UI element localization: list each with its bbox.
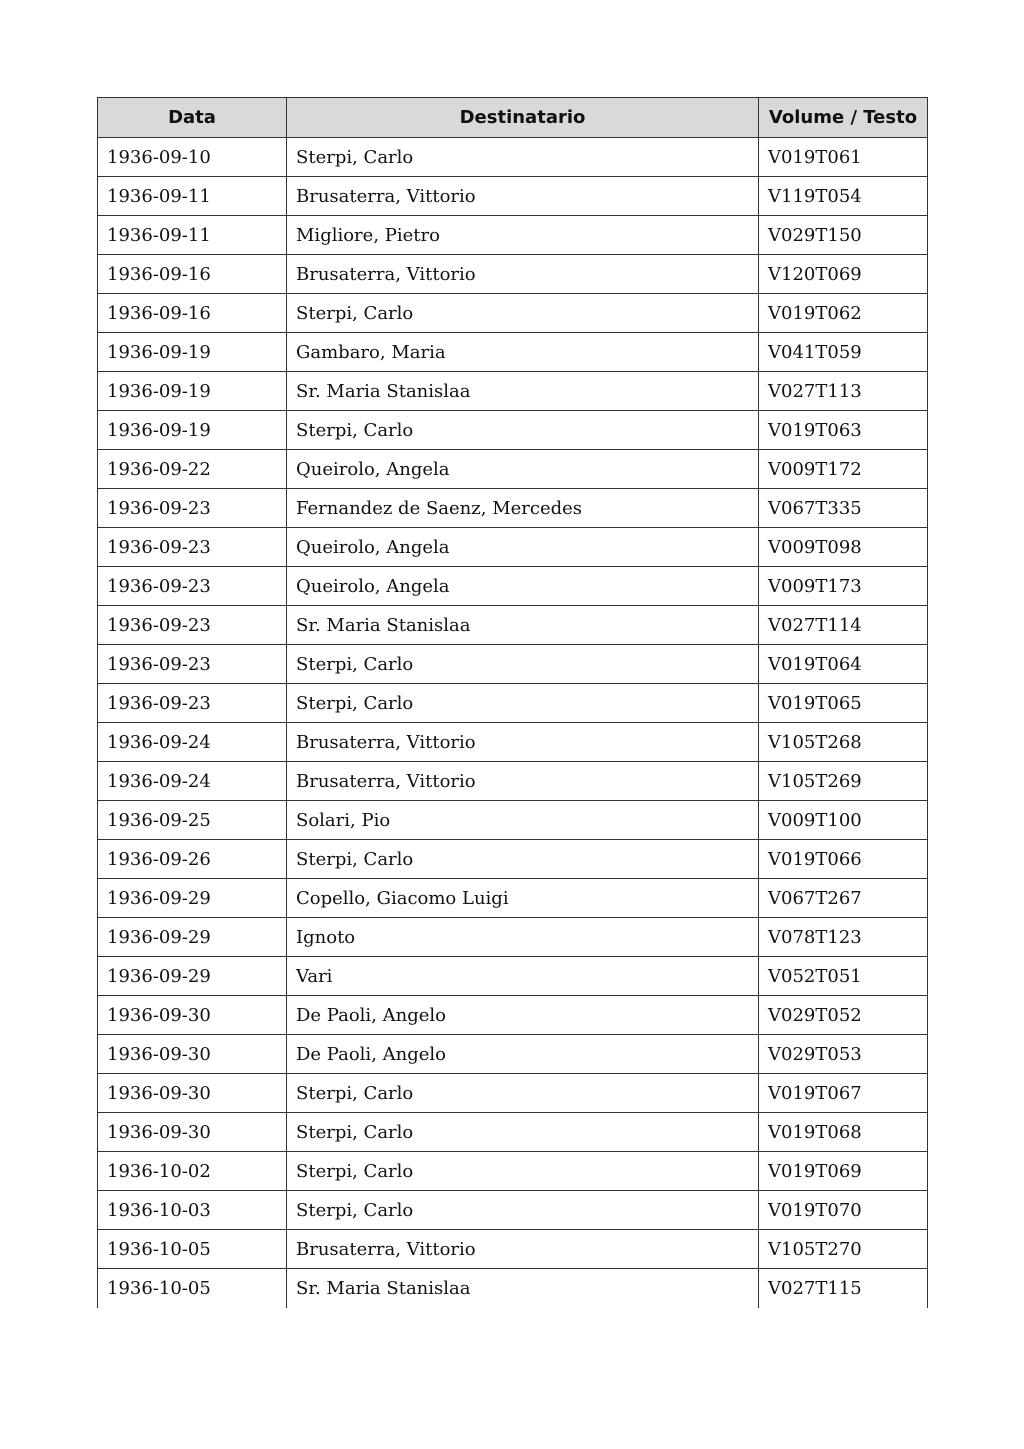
cell-date: 1936-09-30	[98, 996, 287, 1035]
table-row	[98, 411, 928, 450]
cell-volume-text: V105T268	[759, 723, 928, 762]
cell-volume-text: V105T269	[759, 762, 928, 801]
cell-volume-text: V019T064	[759, 645, 928, 684]
table-row	[98, 372, 928, 411]
cell-volume-text: V029T053	[759, 1035, 928, 1074]
table-row	[98, 255, 928, 294]
cell-volume-text: V029T052	[759, 996, 928, 1035]
cell-date: 1936-10-05	[98, 1230, 287, 1269]
cell-volume-text: V009T098	[759, 528, 928, 567]
cell-volume-text: V019T065	[759, 684, 928, 723]
header-volume-text: Volume / Testo	[759, 98, 928, 138]
cell-volume-text: V019T070	[759, 1191, 928, 1230]
cell-volume-text: V019T066	[759, 840, 928, 879]
cell-date: 1936-09-30	[98, 1113, 287, 1152]
cell-volume-text: V052T051	[759, 957, 928, 996]
cell-volume-text: V067T267	[759, 879, 928, 918]
cell-volume-text: V078T123	[759, 918, 928, 957]
cell-recipient: Brusaterra, Vittorio	[287, 762, 759, 801]
cell-recipient: Sterpi, Carlo	[287, 684, 759, 723]
cell-date: 1936-09-24	[98, 723, 287, 762]
cell-date: 1936-09-23	[98, 528, 287, 567]
cell-recipient: Sterpi, Carlo	[287, 1113, 759, 1152]
cell-date: 1936-09-19	[98, 333, 287, 372]
table-row	[98, 450, 928, 489]
table-row	[98, 1074, 928, 1113]
cell-date: 1936-09-23	[98, 567, 287, 606]
cell-recipient: Brusaterra, Vittorio	[287, 1230, 759, 1269]
cell-volume-text: V119T054	[759, 177, 928, 216]
table-row	[98, 879, 928, 918]
cell-volume-text: V067T335	[759, 489, 928, 528]
table-row	[98, 606, 928, 645]
cell-recipient: Sterpi, Carlo	[287, 645, 759, 684]
cell-recipient: Vari	[287, 957, 759, 996]
cell-date: 1936-09-19	[98, 372, 287, 411]
cell-volume-text: V027T115	[759, 1269, 928, 1308]
letters-table	[97, 97, 928, 1308]
cell-recipient: Sr. Maria Stanislaa	[287, 372, 759, 411]
table-row	[98, 1269, 928, 1308]
cell-recipient: Queirolo, Angela	[287, 567, 759, 606]
cell-date: 1936-09-11	[98, 216, 287, 255]
cell-volume-text: V009T100	[759, 801, 928, 840]
cell-date: 1936-09-19	[98, 411, 287, 450]
table-row	[98, 138, 928, 177]
cell-date: 1936-10-05	[98, 1269, 287, 1308]
table-row	[98, 1230, 928, 1269]
cell-recipient: Gambaro, Maria	[287, 333, 759, 372]
table-row	[98, 723, 928, 762]
cell-date: 1936-09-30	[98, 1074, 287, 1113]
cell-recipient: De Paoli, Angelo	[287, 1035, 759, 1074]
table-row	[98, 489, 928, 528]
cell-recipient: Fernandez de Saenz, Mercedes	[287, 489, 759, 528]
table-row	[98, 1152, 928, 1191]
table-row	[98, 333, 928, 372]
header-date: Data	[98, 98, 287, 138]
table-row	[98, 567, 928, 606]
cell-volume-text: V019T062	[759, 294, 928, 333]
cell-recipient: Sr. Maria Stanislaa	[287, 1269, 759, 1308]
cell-volume-text: V019T069	[759, 1152, 928, 1191]
table-row	[98, 1035, 928, 1074]
header-recipient: Destinatario	[287, 98, 759, 138]
cell-date: 1936-09-23	[98, 606, 287, 645]
cell-recipient: Sterpi, Carlo	[287, 138, 759, 177]
cell-recipient: Sterpi, Carlo	[287, 1074, 759, 1113]
cell-recipient: Brusaterra, Vittorio	[287, 255, 759, 294]
cell-date: 1936-09-10	[98, 138, 287, 177]
cell-recipient: Sr. Maria Stanislaa	[287, 606, 759, 645]
cell-volume-text: V027T114	[759, 606, 928, 645]
cell-date: 1936-09-25	[98, 801, 287, 840]
cell-date: 1936-09-16	[98, 255, 287, 294]
cell-volume-text: V019T061	[759, 138, 928, 177]
cell-volume-text: V105T270	[759, 1230, 928, 1269]
table-row	[98, 918, 928, 957]
table-row	[98, 996, 928, 1035]
cell-date: 1936-09-29	[98, 957, 287, 996]
table-body	[98, 138, 928, 1308]
table-row	[98, 762, 928, 801]
cell-date: 1936-09-29	[98, 918, 287, 957]
table-row	[98, 957, 928, 996]
cell-recipient: Queirolo, Angela	[287, 528, 759, 567]
cell-recipient: Copello, Giacomo Luigi	[287, 879, 759, 918]
cell-volume-text: V009T172	[759, 450, 928, 489]
table-row	[98, 684, 928, 723]
cell-volume-text: V041T059	[759, 333, 928, 372]
cell-volume-text: V019T067	[759, 1074, 928, 1113]
cell-date: 1936-09-23	[98, 489, 287, 528]
table-row	[98, 645, 928, 684]
table-row	[98, 294, 928, 333]
cell-volume-text: V027T113	[759, 372, 928, 411]
cell-volume-text: V120T069	[759, 255, 928, 294]
cell-volume-text: V019T068	[759, 1113, 928, 1152]
cell-recipient: De Paoli, Angelo	[287, 996, 759, 1035]
table-row	[98, 1191, 928, 1230]
cell-recipient: Migliore, Pietro	[287, 216, 759, 255]
cell-volume-text: V019T063	[759, 411, 928, 450]
cell-recipient: Sterpi, Carlo	[287, 1152, 759, 1191]
cell-recipient: Brusaterra, Vittorio	[287, 723, 759, 762]
table-header-row	[98, 98, 928, 138]
cell-date: 1936-09-23	[98, 645, 287, 684]
table-row	[98, 216, 928, 255]
table-row	[98, 1113, 928, 1152]
cell-recipient: Solari, Pio	[287, 801, 759, 840]
table-row	[98, 840, 928, 879]
cell-recipient: Sterpi, Carlo	[287, 411, 759, 450]
cell-volume-text: V029T150	[759, 216, 928, 255]
cell-date: 1936-09-29	[98, 879, 287, 918]
cell-date: 1936-09-30	[98, 1035, 287, 1074]
table-row	[98, 177, 928, 216]
cell-date: 1936-09-11	[98, 177, 287, 216]
cell-date: 1936-10-02	[98, 1152, 287, 1191]
cell-recipient: Sterpi, Carlo	[287, 1191, 759, 1230]
cell-recipient: Ignoto	[287, 918, 759, 957]
cell-recipient: Sterpi, Carlo	[287, 840, 759, 879]
cell-date: 1936-09-23	[98, 684, 287, 723]
cell-date: 1936-09-26	[98, 840, 287, 879]
cell-date: 1936-09-24	[98, 762, 287, 801]
cell-recipient: Queirolo, Angela	[287, 450, 759, 489]
table-row	[98, 528, 928, 567]
cell-date: 1936-09-22	[98, 450, 287, 489]
cell-volume-text: V009T173	[759, 567, 928, 606]
cell-date: 1936-10-03	[98, 1191, 287, 1230]
cell-date: 1936-09-16	[98, 294, 287, 333]
cell-recipient: Sterpi, Carlo	[287, 294, 759, 333]
cell-recipient: Brusaterra, Vittorio	[287, 177, 759, 216]
table-row	[98, 801, 928, 840]
